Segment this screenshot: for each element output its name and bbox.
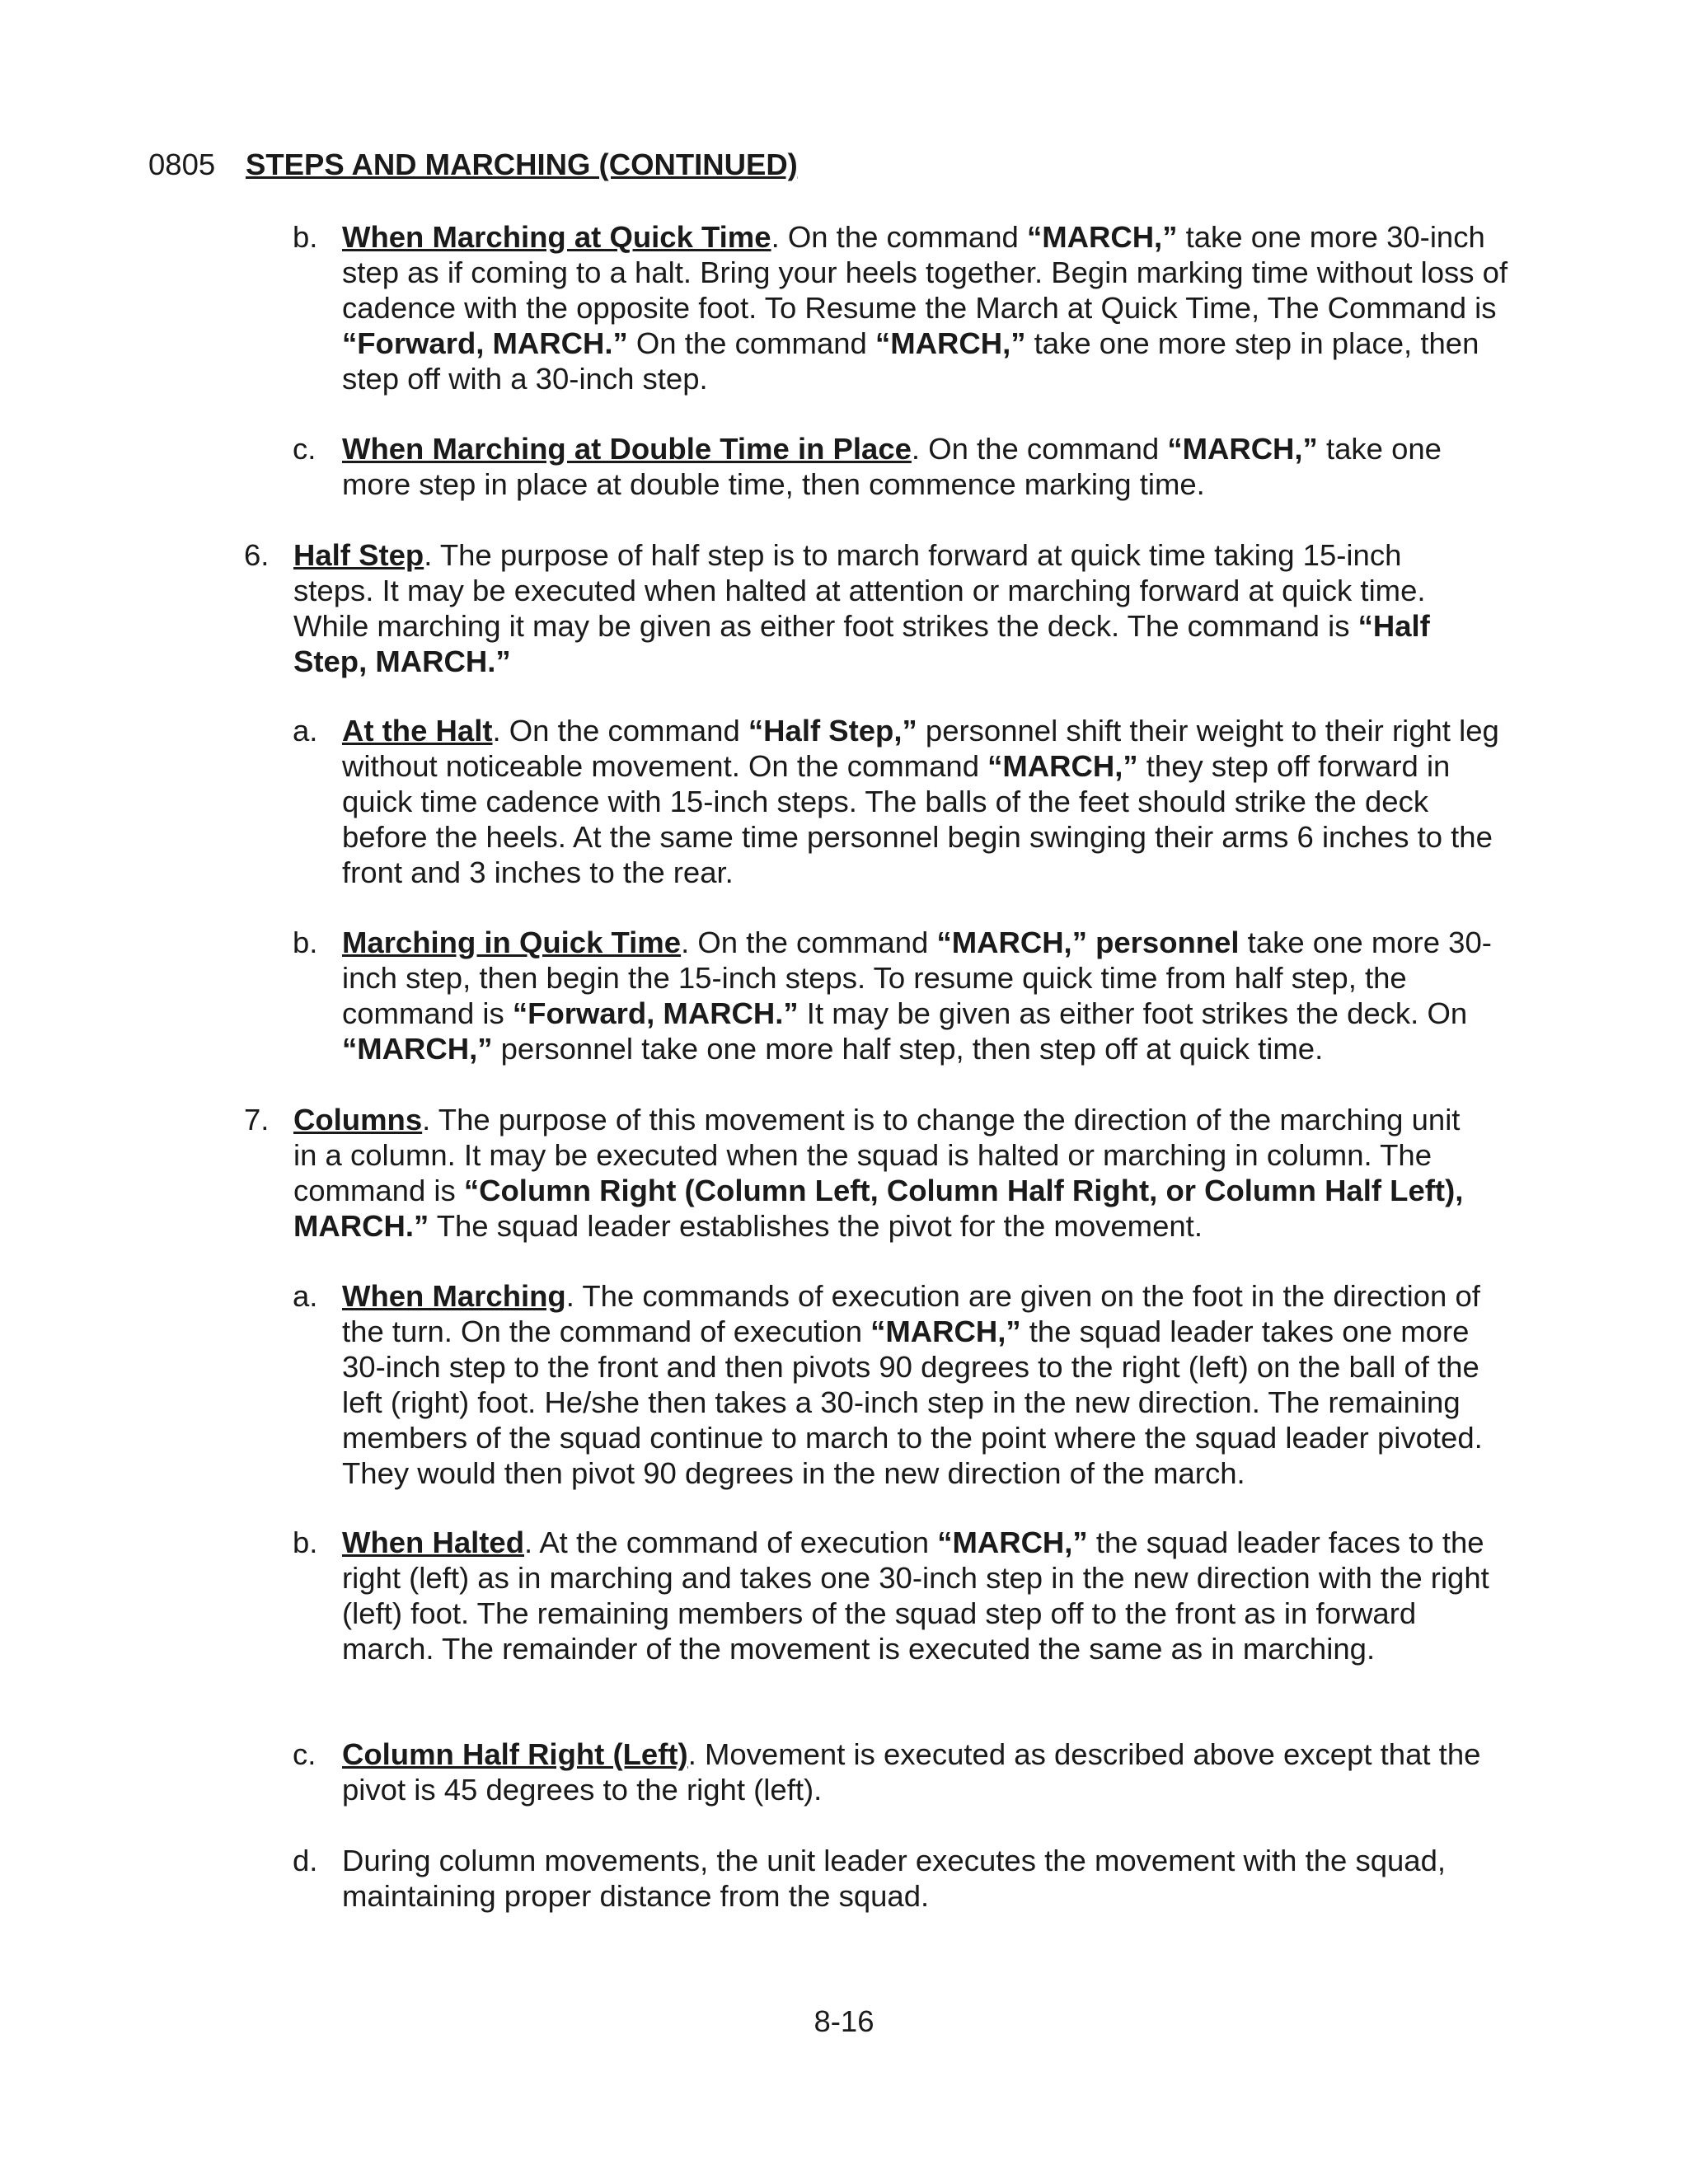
subparagraph-b-marching-quick-time xyxy=(293,925,1512,1066)
page-number: 8-16 xyxy=(814,2004,874,2038)
subparagraph-heading: When Marching xyxy=(342,1279,566,1313)
paragraph-text: Half Step. The purpose of half step is to march forward at quick time taking 15-inch steps. It may be executed when halted at attention or marching forward at quick time. While marching it may be given as either foot strikes the deck. The command is “Half Step, MARCH.” xyxy=(293,538,1430,678)
paragraph-heading: Columns xyxy=(293,1103,423,1137)
subparagraph-heading: Column Half Right (Left) xyxy=(342,1737,688,1771)
list-marker: b. xyxy=(293,220,318,254)
list-marker: b. xyxy=(293,926,318,959)
list-marker: c. xyxy=(293,432,316,466)
paragraph-text: When Marching at Double Time in Place. On the command “MARCH,” take one more step in place at double time, then commence marking time. xyxy=(342,432,1442,501)
paragraph-text: Columns. The purpose of this movement is to change the direction of the marching unit in a column. It may be executed when the squad is halted or marching in column. The command is “Column Right (Column Left, Column Half Right, or Column Half Left), MARCH.” The squad leader establishes the pivot for the movement. xyxy=(293,1103,1464,1243)
subparagraph-heading: When Marching at Double Time in Place xyxy=(342,432,912,466)
subparagraph-c-double-time xyxy=(293,431,1512,502)
section-header xyxy=(148,147,798,182)
paragraph-text: When Marching. The commands of execution are given on the foot in the direction of the turn. On the command of execution “MARCH,” the squad leader takes one more 30-inch step to the front and then pivots 90 degrees to the right (left) on the ball of the left (right) foot. He/she then takes a 30-inch step in the new direction. The remaining members of the squad continue to march to the point where the squad leader pivoted. They would then pivot 90 degrees in the new direction of the march. xyxy=(342,1279,1483,1490)
subparagraph-heading: Marching in Quick Time xyxy=(342,926,682,959)
section-number: 0805 xyxy=(148,148,216,181)
list-marker: a. xyxy=(293,714,318,748)
list-marker: a. xyxy=(293,1279,318,1313)
paragraph-text: When Halted. At the command of execution “MARCH,” the squad leader faces to the right (left) as in marching and takes one 30-inch step in the new direction with the right (left) foot. The remaining members of the squad step off to the front as in forward march. The remainder of the movement is executed the same as in marching. xyxy=(342,1526,1489,1666)
subparagraph-heading: When Marching at Quick Time xyxy=(342,220,771,254)
list-marker: b. xyxy=(293,1526,318,1559)
list-marker: 7. xyxy=(244,1103,270,1137)
list-marker: 6. xyxy=(244,538,270,572)
subparagraph-b-quick-time xyxy=(293,219,1512,396)
section-title: STEPS AND MARCHING (CONTINUED) xyxy=(246,148,798,181)
subparagraph-heading: At the Halt xyxy=(342,714,493,748)
paragraph-text: During column movements, the unit leader executes the movement with the squad, maintaining proper distance from the squad. xyxy=(342,1844,1447,1913)
paragraph-6-half-step xyxy=(244,537,1464,679)
paragraph-text: Column Half Right (Left). Movement is executed as described above except that the pivot is 45 degrees to the right (left). xyxy=(342,1737,1481,1807)
subparagraph-a-when-marching xyxy=(293,1278,1512,1491)
paragraph-heading: Half Step xyxy=(293,538,424,572)
paragraph-text: Marching in Quick Time. On the command “MARCH,” personnel take one more 30-inch step, then begin the 15-inch steps. To resume quick time from half step, the command is “Forward, MARCH.” It may be given as either foot strikes the deck. On “MARCH,” personnel take one more half step, then step off at quick time. xyxy=(342,926,1492,1066)
paragraph-text: At the Halt. On the command “Half Step,” personnel shift their weight to their right leg without noticeable movement. On the command “MARCH,” they step off forward in quick time cadence with 15-inch steps. The balls of the feet should strike the deck before the heels. At the same time personnel begin swinging their arms 6 inches to the front and 3 inches to the rear. xyxy=(342,714,1499,889)
subparagraph-heading: When Halted xyxy=(342,1526,525,1559)
subparagraph-c-column-half-right xyxy=(293,1736,1512,1807)
list-marker: c. xyxy=(293,1737,316,1771)
list-marker: d. xyxy=(293,1844,318,1877)
paragraph-7-columns xyxy=(244,1102,1464,1244)
subparagraph-d-column-movements xyxy=(293,1843,1512,1914)
paragraph-text: When Marching at Quick Time. On the command “MARCH,” take one more 30-inch step as if coming to a halt. Bring your heels together. Begin marking time without loss of cadence with the opposite foot. To Resume the March at Quick Time, The Command is “Forward, MARCH.” On the command “MARCH,” take one more step in place, then step off with a 30-inch step. xyxy=(342,220,1508,396)
subparagraph-b-when-halted xyxy=(293,1525,1512,1666)
subparagraph-a-at-the-halt xyxy=(293,713,1512,890)
